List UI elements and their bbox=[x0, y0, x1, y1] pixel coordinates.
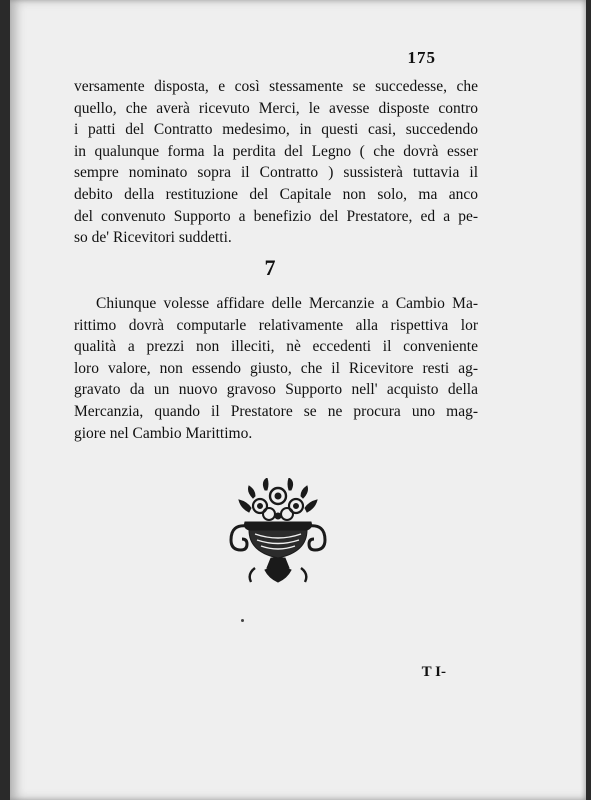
text-line: versamente disposta, e così stessamente se succedesse, che bbox=[74, 78, 478, 95]
text-line: debito della restituzione del Capitale non solo, ma anco bbox=[74, 185, 478, 203]
text-line: in qualunque forma la perdita del Legno ( che dovrà esser bbox=[74, 142, 478, 160]
page-number: 175 bbox=[407, 48, 436, 67]
text-line: gravato da un nuovo gravoso Supporto nell' acquisto della bbox=[74, 381, 478, 399]
text-line: qualità a prezzi non illeciti, nè eccedenti il conveniente bbox=[74, 338, 478, 356]
text-line: quello, che averà ricevuto Merci, le avesse disposte contro bbox=[74, 99, 478, 117]
text-line: sempre nominato sopra il Contratto ) sussisterà tuttavia il bbox=[74, 164, 478, 182]
text-line: del convenuto Supporto a benefizio del Prestatore, ed a pe- bbox=[74, 207, 478, 225]
text-line: loro valore, non essendo giusto, che il Ricevitore resti ag- bbox=[74, 359, 478, 377]
text-line: so de' Ricevitori suddetti. bbox=[74, 229, 232, 247]
flower-basket-ornament-icon bbox=[225, 478, 331, 586]
paragraph-2 bbox=[74, 293, 478, 444]
text-line: rittimo dovrà computarle relativamente alla rispettiva lor bbox=[74, 316, 478, 334]
text-line: Mercanzia, quando il Prestatore se ne procura uno mag- bbox=[74, 402, 478, 420]
text-line: i patti del Contratto medesimo, in questi casi, succedendo bbox=[74, 121, 478, 139]
catchword: T I- bbox=[421, 664, 446, 680]
text-line: giore nel Cambio Marittimo. bbox=[74, 424, 253, 442]
section-number: 7 bbox=[264, 255, 276, 280]
text-line: Chiunque volesse affidare delle Mercanzie a Cambio Ma- bbox=[96, 295, 478, 312]
paragraph-1 bbox=[74, 76, 478, 249]
book-page bbox=[10, 0, 586, 800]
ink-dot bbox=[241, 619, 244, 622]
